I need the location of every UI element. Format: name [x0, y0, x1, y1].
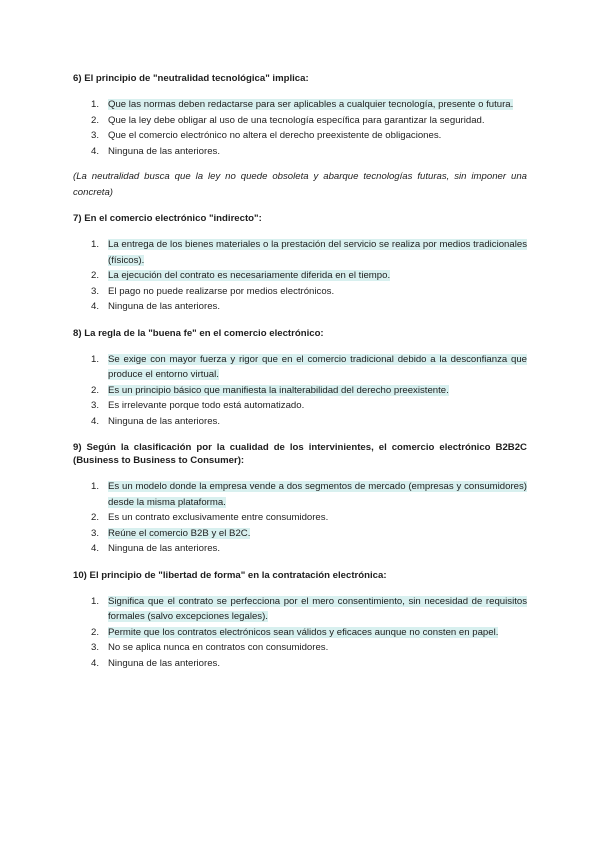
options-list — [73, 237, 527, 315]
question-heading: 8) La regla de la "buena fe" en el comercio electrónico: — [73, 327, 324, 339]
option-item: 2. Que la ley debe obligar al uso de una tecnología específica para garantizar la seguridad. — [91, 114, 485, 126]
question-9 — [73, 441, 527, 557]
question-heading: 10) El principio de "libertad de forma" en la contratación electrónica: — [73, 569, 387, 581]
option-item: 1. Se exige con mayor fuerza y rigor que en el comercio tradicional debido a la desconfianza que produce el entorno virtual. — [91, 353, 527, 380]
option-item: 4. Ninguna de las anteriores. — [91, 543, 220, 554]
explanation-note: (La neutralidad busca que la ley no quede obsoleta y abarque tecnologías futuras, sin imponer una concreta) — [73, 171, 527, 198]
option-item: 4. Ninguna de las anteriores. — [91, 301, 220, 312]
option-item: 2. La ejecución del contrato es necesariamente diferida en el tiempo. — [91, 270, 391, 281]
option-item: 4. Ninguna de las anteriores. — [91, 415, 220, 427]
question-8 — [73, 327, 527, 430]
option-item: 1. Significa que el contrato se perfecciona por el mero consentimiento, sin necesidad de requisitos formales (salvo excepciones legales). — [91, 595, 527, 622]
options-list — [73, 479, 527, 557]
option-item: 4. Ninguna de las anteriores. — [91, 145, 220, 157]
question-6 — [73, 72, 527, 159]
question-10 — [73, 569, 527, 672]
option-item: 2. Es un contrato exclusivamente entre consumidores. — [91, 512, 329, 523]
option-item: 2. Es un principio básico que manifiesta la inalterabilidad del derecho preexistente. — [91, 384, 449, 396]
options-list — [73, 97, 527, 159]
option-item: 1. Que las normas deben redactarse para ser aplicables a cualquier tecnología, presente o futura. — [91, 99, 514, 110]
question-heading: 9) Según la clasificación por la cualidad de los intervinientes, el comercio electrónico B2B2C (Business to Business to Consumer): — [73, 442, 527, 466]
question-7 — [73, 212, 527, 315]
option-item: 1. Es un modelo donde la empresa vende a dos segmentos de mercado (empresas y consumidores) desde la misma plataforma. — [91, 481, 527, 508]
question-heading: 7) En el comercio electrónico "indirecto": — [73, 213, 262, 224]
option-item: 1. La entrega de los bienes materiales o la prestación del servicio se realiza por medios tradicionales (físicos). — [91, 239, 527, 266]
option-item: 3. Es irrelevante porque todo está automatizado. — [91, 400, 305, 411]
option-item: 3. El pago no puede realizarse por medios electrónicos. — [91, 285, 335, 297]
option-item: 2. Permite que los contratos electrónicos sean válidos y eficaces aunque no consten en papel. — [91, 626, 499, 638]
option-item: 3. Reúne el comercio B2B y el B2C. — [91, 527, 251, 539]
options-list — [73, 594, 527, 672]
option-item: 4. Ninguna de las anteriores. — [91, 657, 220, 669]
option-item: 3. No se aplica nunca en contratos con consumidores. — [91, 642, 329, 653]
option-item: 3. Que el comercio electrónico no altera el derecho preexistente de obligaciones. — [91, 130, 442, 141]
question-heading: 6) El principio de "neutralidad tecnológica" implica: — [73, 73, 309, 84]
options-list — [73, 352, 527, 430]
